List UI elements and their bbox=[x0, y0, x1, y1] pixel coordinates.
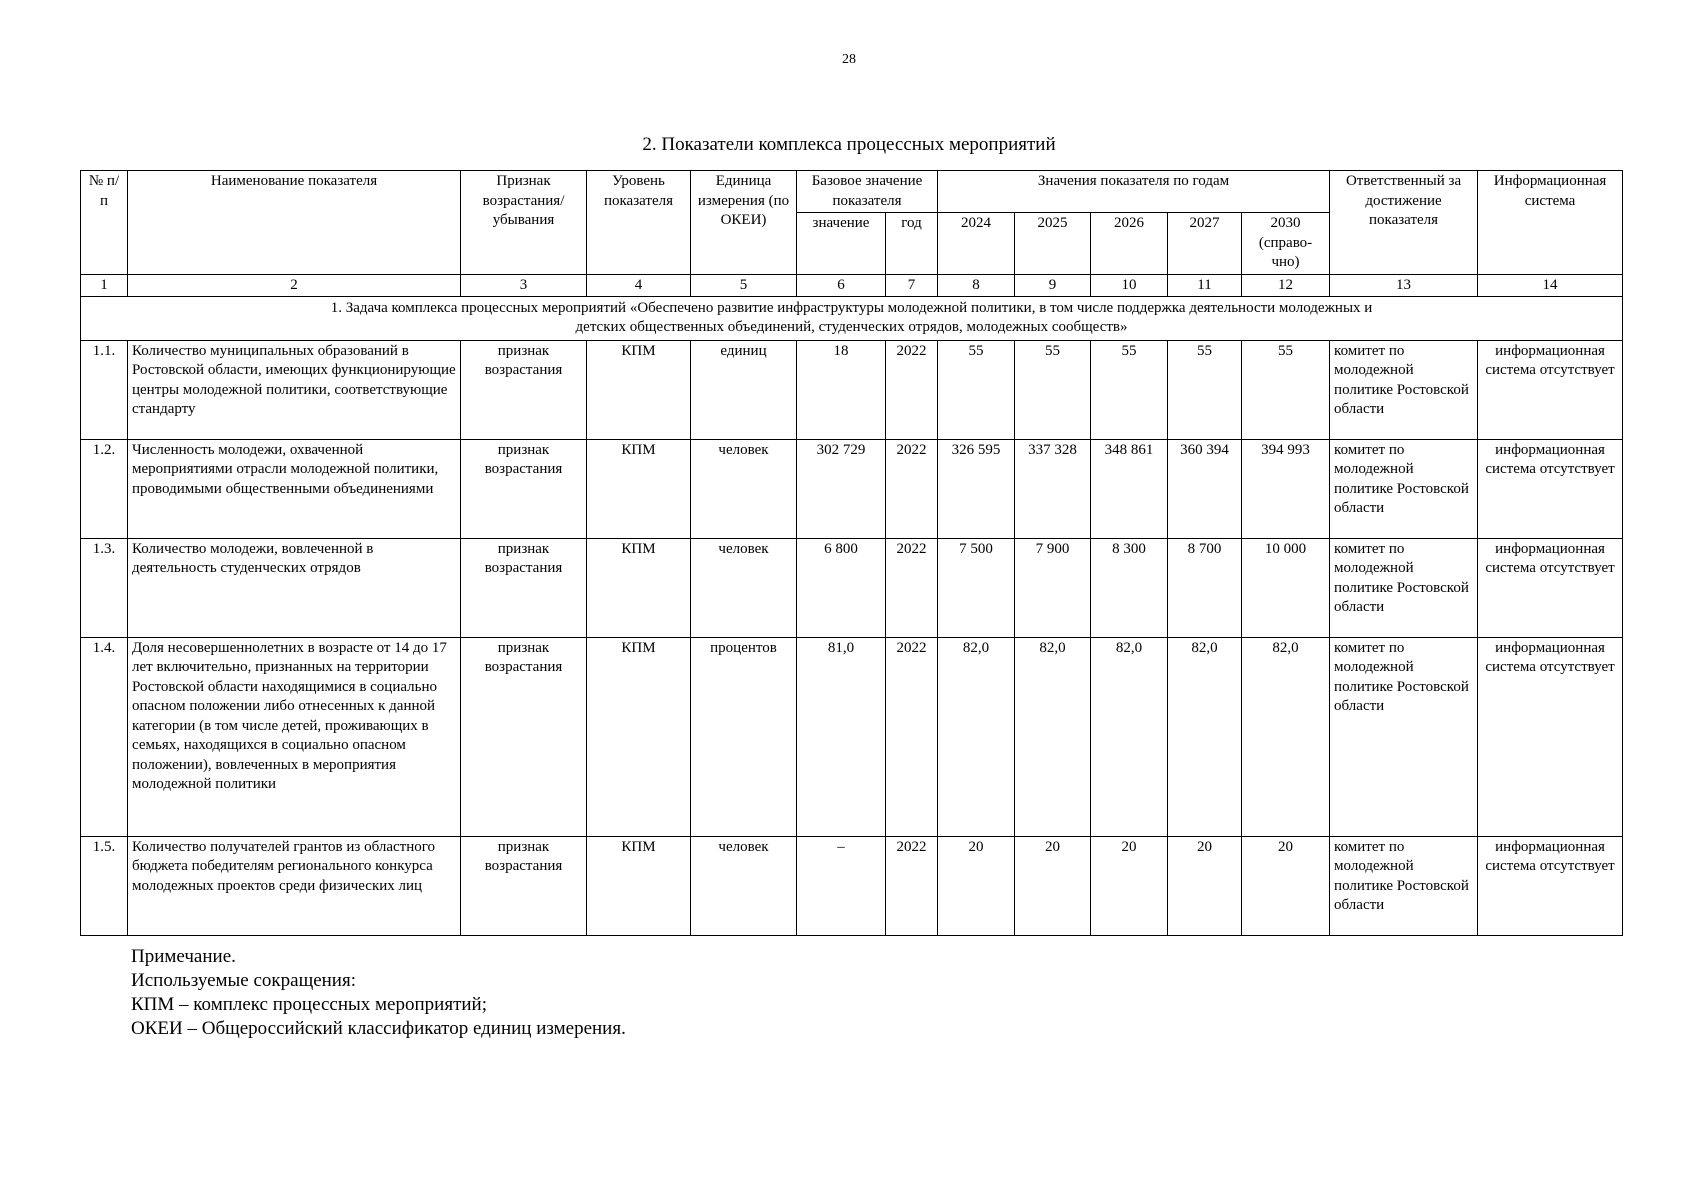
column-number: 3 bbox=[461, 274, 587, 296]
base-value: – bbox=[797, 836, 886, 935]
unit: человек bbox=[691, 439, 797, 538]
value-2026: 55 bbox=[1091, 340, 1168, 439]
note-heading: Примечание. bbox=[131, 946, 236, 967]
value-2026: 8 300 bbox=[1091, 538, 1168, 637]
row-num: 1.4. bbox=[81, 637, 128, 836]
base-year: 2022 bbox=[886, 637, 938, 836]
table-row bbox=[81, 439, 1623, 538]
note-line: КПМ – комплекс процессных мероприятий; bbox=[131, 994, 487, 1015]
value-2027: 360 394 bbox=[1168, 439, 1242, 538]
trend: признак возрастания bbox=[461, 538, 587, 637]
unit: человек bbox=[691, 836, 797, 935]
header-2030: 2030 (справо-чно) bbox=[1242, 213, 1330, 275]
base-year: 2022 bbox=[886, 836, 938, 935]
responsible: комитет по молодежной политике Ростовской области bbox=[1330, 836, 1478, 935]
trend: признак возрастания bbox=[461, 637, 587, 836]
base-value: 18 bbox=[797, 340, 886, 439]
column-number: 10 bbox=[1091, 274, 1168, 296]
value-2030: 55 bbox=[1242, 340, 1330, 439]
header-unit: Единица измерения (по ОКЕИ) bbox=[691, 171, 797, 275]
responsible: комитет по молодежной политике Ростовской области bbox=[1330, 538, 1478, 637]
row-num: 1.3. bbox=[81, 538, 128, 637]
value-2026: 82,0 bbox=[1091, 637, 1168, 836]
row-num: 1.1. bbox=[81, 340, 128, 439]
info-system: информационная система отсутствует bbox=[1478, 538, 1623, 637]
column-number: 13 bbox=[1330, 274, 1478, 296]
unit: процентов bbox=[691, 637, 797, 836]
header-base: Базовое значение показателя bbox=[797, 171, 938, 213]
header-num: № п/п bbox=[81, 171, 128, 275]
base-value: 302 729 bbox=[797, 439, 886, 538]
base-value: 6 800 bbox=[797, 538, 886, 637]
column-number: 2 bbox=[128, 274, 461, 296]
value-2030: 394 993 bbox=[1242, 439, 1330, 538]
base-value: 81,0 bbox=[797, 637, 886, 836]
table-row bbox=[81, 836, 1623, 935]
value-2024: 20 bbox=[938, 836, 1015, 935]
value-2030: 10 000 bbox=[1242, 538, 1330, 637]
task-heading: 1. Задача комплекса процессных мероприятий «Обеспечено развитие инфраструктуры молодежной политики, в том числе поддержка деятельности молодежных и детских общественных объединений, студенческих отрядов, молодежных сообществ» bbox=[81, 296, 1623, 340]
header-2026: 2026 bbox=[1091, 213, 1168, 275]
header-name: Наименование показателя bbox=[128, 171, 461, 275]
value-2024: 55 bbox=[938, 340, 1015, 439]
level: КПМ bbox=[587, 836, 691, 935]
indicator-name: Доля несовершеннолетних в возрасте от 14 до 17 лет включительно, признанных на территории Ростовской области находящимися в социально опасном положении либо отнесенных к данной категории (в том числе детей, проживающих в семьях, находящихся в социально опасном положении), вовлеченных в мероприятия молодежной политики bbox=[128, 637, 461, 836]
header-responsible: Ответственный за достижение показателя bbox=[1330, 171, 1478, 275]
value-2025: 337 328 bbox=[1015, 439, 1091, 538]
row-num: 1.5. bbox=[81, 836, 128, 935]
column-number: 8 bbox=[938, 274, 1015, 296]
table-row bbox=[81, 637, 1623, 836]
base-year: 2022 bbox=[886, 538, 938, 637]
header-base-value: значение bbox=[797, 213, 886, 275]
column-number: 11 bbox=[1168, 274, 1242, 296]
level: КПМ bbox=[587, 637, 691, 836]
value-2024: 326 595 bbox=[938, 439, 1015, 538]
column-number: 14 bbox=[1478, 274, 1623, 296]
indicator-name: Количество получателей грантов из областного бюджета победителям регионального конкурса молодежных проектов среди физических лиц bbox=[128, 836, 461, 935]
value-2025: 82,0 bbox=[1015, 637, 1091, 836]
table-row bbox=[81, 538, 1623, 637]
value-2027: 8 700 bbox=[1168, 538, 1242, 637]
header-info-system: Информационная система bbox=[1478, 171, 1623, 275]
column-number: 9 bbox=[1015, 274, 1091, 296]
info-system: информационная система отсутствует bbox=[1478, 439, 1623, 538]
value-2030: 20 bbox=[1242, 836, 1330, 935]
trend: признак возрастания bbox=[461, 836, 587, 935]
column-number: 4 bbox=[587, 274, 691, 296]
header-level: Уровень показателя bbox=[587, 171, 691, 275]
value-2027: 55 bbox=[1168, 340, 1242, 439]
value-2025: 20 bbox=[1015, 836, 1091, 935]
notes bbox=[131, 945, 626, 1041]
header-2024: 2024 bbox=[938, 213, 1015, 275]
trend: признак возрастания bbox=[461, 439, 587, 538]
header-2025: 2025 bbox=[1015, 213, 1091, 275]
column-number: 7 bbox=[886, 274, 938, 296]
responsible: комитет по молодежной политике Ростовской области bbox=[1330, 439, 1478, 538]
responsible: комитет по молодежной политике Ростовской области bbox=[1330, 340, 1478, 439]
page-number: 28 bbox=[842, 52, 856, 67]
indicator-name: Количество муниципальных образований в Ростовской области, имеющих функционирующие центры молодежной политики, соответствующие стандарту bbox=[128, 340, 461, 439]
row-num: 1.2. bbox=[81, 439, 128, 538]
value-2026: 348 861 bbox=[1091, 439, 1168, 538]
table-title: 2. Показатели комплекса процессных мероприятий bbox=[642, 134, 1056, 155]
column-number: 12 bbox=[1242, 274, 1330, 296]
column-number: 1 bbox=[81, 274, 128, 296]
level: КПМ bbox=[587, 538, 691, 637]
value-2027: 82,0 bbox=[1168, 637, 1242, 836]
base-year: 2022 bbox=[886, 340, 938, 439]
info-system: информационная система отсутствует bbox=[1478, 637, 1623, 836]
note-line: ОКЕИ – Общероссийский классификатор единиц измерения. bbox=[131, 1018, 626, 1039]
note-line: Используемые сокращения: bbox=[131, 970, 356, 991]
level: КПМ bbox=[587, 340, 691, 439]
responsible: комитет по молодежной политике Ростовской области bbox=[1330, 637, 1478, 836]
column-numbers-row bbox=[81, 274, 1623, 296]
header-years-group: Значения показателя по годам bbox=[938, 171, 1330, 213]
indicator-name: Численность молодежи, охваченной мероприятиями отрасли молодежной политики, проводимыми общественными объединениями bbox=[128, 439, 461, 538]
value-2025: 55 bbox=[1015, 340, 1091, 439]
column-number: 6 bbox=[797, 274, 886, 296]
value-2026: 20 bbox=[1091, 836, 1168, 935]
column-number: 5 bbox=[691, 274, 797, 296]
level: КПМ bbox=[587, 439, 691, 538]
value-2025: 7 900 bbox=[1015, 538, 1091, 637]
value-2027: 20 bbox=[1168, 836, 1242, 935]
unit: единиц bbox=[691, 340, 797, 439]
header-trend: Признак возрастания/ убывания bbox=[461, 171, 587, 275]
unit: человек bbox=[691, 538, 797, 637]
info-system: информационная система отсутствует bbox=[1478, 340, 1623, 439]
value-2024: 7 500 bbox=[938, 538, 1015, 637]
trend: признак возрастания bbox=[461, 340, 587, 439]
base-year: 2022 bbox=[886, 439, 938, 538]
header-base-year: год bbox=[886, 213, 938, 275]
indicators-table bbox=[80, 170, 1623, 936]
info-system: информационная система отсутствует bbox=[1478, 836, 1623, 935]
value-2030: 82,0 bbox=[1242, 637, 1330, 836]
value-2024: 82,0 bbox=[938, 637, 1015, 836]
table-row bbox=[81, 340, 1623, 439]
indicator-name: Количество молодежи, вовлеченной в деятельность студенческих отрядов bbox=[128, 538, 461, 637]
header-2027: 2027 bbox=[1168, 213, 1242, 275]
